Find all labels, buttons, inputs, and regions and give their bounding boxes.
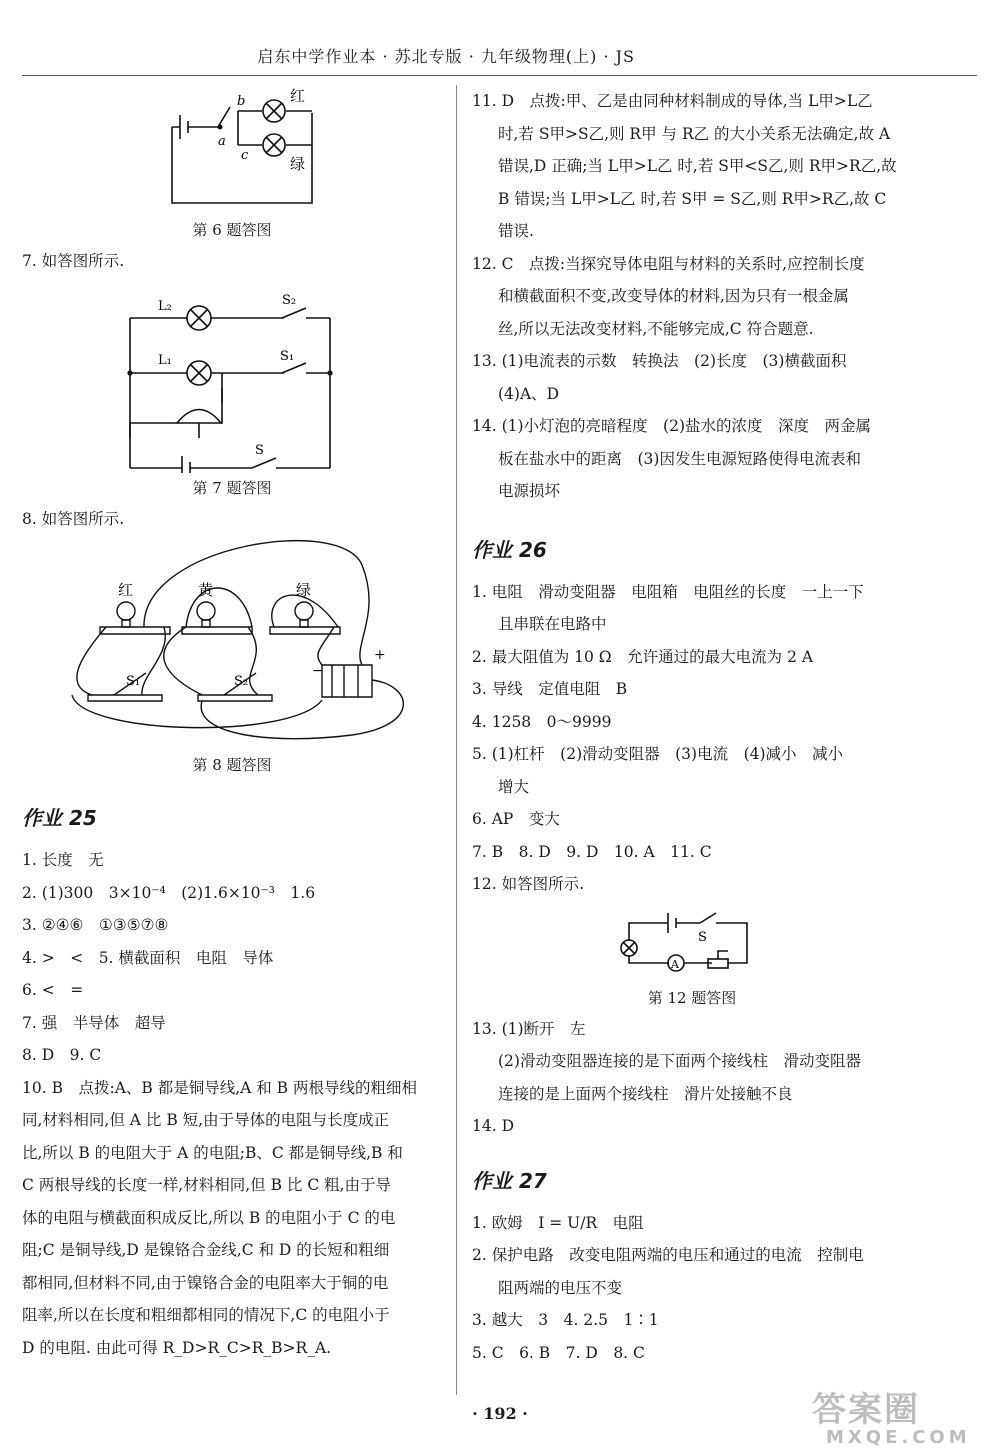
fig8-label-minus: − [312, 663, 324, 679]
left-column [22, 85, 442, 1364]
answer-10-line: 体的电阻与横截面积成反比,所以 B 的电阻小于 C 的电 [22, 1208, 396, 1227]
answer-10-line: 阻;C 是铜导线,D 是镍铬合金线,C 和 D 的长短和粗细 [22, 1241, 390, 1259]
answer-14-line: 电源损坏 [498, 482, 561, 500]
figure-6-caption: 第 6 题答图 [192, 221, 272, 239]
fig7-label-L1: L₁ [158, 352, 172, 368]
answer-line: 连接的是上面两个接线柱 滑片处接触不良 [498, 1084, 793, 1103]
answer-line: 且串联在电路中 [498, 615, 607, 633]
fig8-label-plus: + [374, 647, 386, 663]
answer-10-line: 10. B 点拨:A、B 都是铜导线,A 和 B 两根导线的粗细相 [22, 1078, 417, 1097]
answer-line: 3. 越大 3 4. 2.5 1∶1 [472, 1311, 659, 1329]
answer-11-line: 11. D 点拨:甲、乙是由同种材料制成的导体,当 L甲>L乙 [472, 92, 873, 110]
right-column [472, 85, 912, 1369]
answer-line: 5. (1)杠杆 (2)滑动变阻器 (3)电流 (4)减小 减小 [472, 745, 844, 763]
answer-line: 7. B 8. D 9. D 10. A 11. C [472, 842, 712, 861]
answer-line: 1. 长度 无 [22, 851, 104, 869]
fig6-label-c: c [241, 148, 249, 163]
answer-10-line: D 的电阻. 由此可得 R_D>R_C>R_B>R_A. [22, 1338, 332, 1357]
answer-13-line: (4)A、D [498, 384, 560, 403]
answer-line: 增大 [498, 777, 530, 796]
answer-line: 8. D 9. C [22, 1046, 102, 1064]
fig7-label-S2: S₂ [282, 292, 297, 308]
answer-line: 6. AP 变大 [472, 810, 560, 828]
fig12-label-A: A [671, 957, 679, 971]
answer-line: 2. (1)300 3×10⁻⁴ (2)1.6×10⁻³ 1.6 [22, 883, 316, 902]
fig6-label-a: a [218, 134, 226, 149]
question-8: 8. 如答图所示. [22, 509, 125, 528]
figure-12-circuit [472, 901, 912, 983]
answer-line: 1. 电阻 滑动变阻器 电阻箱 电阻丝的长度 一上一下 [472, 582, 864, 601]
fig6-label-b: b [237, 94, 246, 109]
section-27-title: 作业 27 [472, 1168, 547, 1193]
question-7: 7. 如答图所示. [22, 252, 125, 270]
answer-11-line: B 错误;当 L甲>L乙 时,若 S甲 = S乙,则 R甲>R乙,故 C [498, 189, 887, 208]
answer-11-line: 错误. [498, 222, 534, 240]
answer-line: 3. 导线 定值电阻 B [472, 680, 628, 698]
answer-12-line: 12. C 点拨:当探究导体电阻与材料的关系时,应控制长度 [472, 254, 865, 273]
answer-14-line: 14. (1)小灯泡的亮暗程度 (2)盐水的浓度 深度 两金属 [472, 417, 871, 435]
fig7-label-S: S [255, 442, 264, 458]
fig8-label-green: 绿 [296, 581, 312, 599]
answer-13-line: 13. (1)电流表的示数 转换法 (2)长度 (3)横截面积 [472, 352, 847, 370]
answer-11-line: 错误,D 正确;当 L甲>L乙 时,若 S甲<S乙,则 R甲>R乙,故 [498, 157, 897, 175]
answer-11-line: 时,若 S甲>S乙,则 R甲 与 R乙 的大小关系无法确定,故 A [498, 124, 891, 143]
answer-10-line: 同,材料相同,但 A 比 B 短,由于导体的电阻与长度成正 [22, 1111, 390, 1129]
figure-8-wiring [22, 535, 442, 750]
header-rule [22, 75, 977, 76]
answer-line: 2. 最大阻值为 10 Ω 允许通过的最大电流为 2 A [472, 647, 814, 666]
running-header: 启东中学作业本 · 苏北专版 · 九年级物理(上) · JS [257, 47, 635, 66]
answer-line: 13. (1)断开 左 [472, 1019, 586, 1038]
figure-7-caption: 第 7 题答图 [192, 478, 272, 497]
answer-14-line: 板在盐水中的距离 (3)因发生电源短路使得电流表和 [498, 449, 861, 468]
answer-10-line: 阻率,所以在长度和粗细都相同的情况下,C 的电阻小于 [22, 1306, 390, 1324]
figure-7-circuit [22, 278, 442, 473]
fig7-label-S1: S₁ [280, 348, 295, 364]
fig6-label-red: 红 [290, 87, 306, 105]
answer-line: 3. ②④⑥ ①③⑤⑦⑧ [22, 916, 169, 934]
answer-10-line: 比,所以 B 的电阻大于 A 的电阻;B、C 都是铜导线,B 和 [22, 1143, 403, 1162]
answer-line: 1. 欧姆 I = U/R 电阻 [472, 1213, 644, 1232]
answer-line: 6. < = [22, 981, 84, 999]
answer-12-line: 丝,所以无法改变材料,不能够完成,C 符合题意. [498, 319, 814, 338]
answer-line: 4. 1258 0～9999 [472, 712, 612, 731]
answer-line: 7. 强 半导体 超导 [22, 1013, 166, 1032]
section-26-title: 作业 26 [472, 537, 547, 562]
answer-12-line: 和横截面积不变,改变导体的材料,因为只有一根金属 [498, 287, 849, 305]
answer-line: 12. 如答图所示. [472, 875, 585, 893]
page-number: · 192 · [472, 1404, 528, 1423]
fig6-label-green: 绿 [290, 155, 306, 173]
watermark-logo [812, 1392, 988, 1448]
figure-6-circuit [22, 85, 442, 215]
answer-10-line: 都相同,但材料不同,由于镍铬合金的电阻率大于铜的电 [22, 1273, 389, 1292]
answer-10-line: C 两根导线的长度一样,材料相同,但 B 比 C 粗,由于导 [22, 1176, 392, 1194]
answer-line: 14. D [472, 1117, 515, 1135]
section-25-title: 作业 25 [22, 806, 97, 830]
watermark-url: MXQE.COM [826, 1427, 971, 1448]
figure-8-caption: 第 8 题答图 [192, 756, 272, 774]
fig8-label-S2: S₂ [234, 674, 249, 689]
column-divider [456, 85, 457, 1395]
fig8-label-S1: S₁ [126, 674, 141, 689]
fig8-label-yellow: 黄 [198, 581, 214, 599]
answer-line: 5. C 6. B 7. D 8. C [472, 1343, 645, 1362]
fig8-label-red: 红 [118, 581, 134, 599]
figure-12-caption: 第 12 题答图 [647, 988, 737, 1007]
answer-line: 4. > < 5. 横截面积 电阻 导体 [22, 948, 274, 967]
answer-line: 阻两端的电压不变 [498, 1278, 623, 1297]
fig12-label-S: S [698, 929, 707, 945]
watermark-title: 答案圈 [812, 1390, 920, 1430]
answer-line: 2. 保护电路 改变电阻两端的电压和通过的电流 控制电 [472, 1246, 864, 1264]
answer-line: (2)滑动变阻器连接的是下面两个接线柱 滑动变阻器 [498, 1052, 861, 1070]
fig7-label-L2: L₂ [158, 298, 172, 314]
